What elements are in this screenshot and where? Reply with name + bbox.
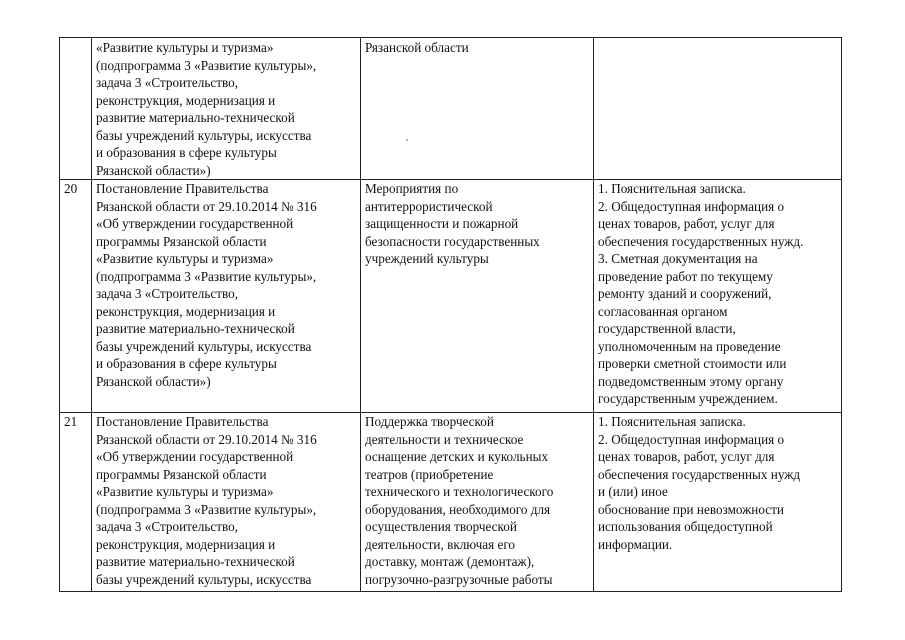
text-line: Постановление Правительства <box>96 414 269 429</box>
text-line: «Развитие культуры и туризма» <box>96 40 274 55</box>
text-line: государственной власти, <box>598 321 736 336</box>
text-line: программы Рязанской области <box>96 466 267 482</box>
text-line: базы учреждений культуры, искусства <box>96 127 312 143</box>
legal-document-cell <box>92 38 361 180</box>
required-documents-cell <box>594 180 842 413</box>
text-line: ценах товаров, работ, услуг для <box>598 216 775 231</box>
required-documents-cell <box>594 413 842 592</box>
row-number-cell <box>60 180 92 413</box>
text-line: антитеррористической <box>365 198 493 214</box>
text-line: развитие материально-технической <box>96 321 295 336</box>
text-line: учреждений культуры <box>365 251 489 266</box>
text-line: использования общедоступной <box>598 519 773 534</box>
text-line: 1. Пояснительная записка. <box>598 181 746 196</box>
legal-document-cell <box>92 180 361 413</box>
table-row <box>60 180 842 413</box>
text-line: Поддержка творческой <box>365 414 494 429</box>
text-line: обеспечения государственных нужд <box>598 466 801 482</box>
text-line: (подпрограмма 3 «Развитие культуры», <box>96 268 317 284</box>
text-line: осуществления творческой <box>365 519 517 534</box>
text-line: согласованная органом <box>598 303 728 319</box>
purpose-cell <box>361 38 594 180</box>
text-line: Рязанской области от 29.10.2014 № 316 <box>96 198 317 214</box>
text-line: безопасности государственных <box>365 233 540 249</box>
row-number-cell <box>60 38 92 180</box>
scan-speck <box>406 139 408 141</box>
text-line: деятельности, включая его <box>365 536 516 552</box>
text-line: и образования в сфере культуры <box>96 356 277 371</box>
text-line: подведомственным этому органу <box>598 373 784 389</box>
text-line: (подпрограмма 3 «Развитие культуры», <box>96 501 317 517</box>
table-row <box>60 38 842 180</box>
text-line: реконструкция, модернизация и <box>96 92 276 108</box>
text-line: Рязанской области от 29.10.2014 № 316 <box>96 431 317 447</box>
text-line: оснащение детских и кукольных <box>365 449 549 464</box>
text-line: технического и технологического <box>365 484 554 499</box>
text-line: программы Рязанской области <box>96 233 267 249</box>
text-line: развитие материально-технической <box>96 110 295 125</box>
text-line: задача 3 «Строительство, <box>96 75 239 90</box>
text-line: (подпрограмма 3 «Развитие культуры», <box>96 57 317 73</box>
text-line: 1. Пояснительная записка. <box>598 414 746 429</box>
row-number: 21 <box>64 414 78 429</box>
text-line: базы учреждений культуры, искусства <box>96 338 312 354</box>
purpose-cell <box>361 413 594 592</box>
legal-document-cell <box>92 413 361 592</box>
text-line: Рязанской области») <box>96 162 211 178</box>
text-line: «Развитие культуры и туризма» <box>96 251 274 266</box>
required-documents-cell <box>594 38 842 180</box>
text-line: государственным учреждением. <box>598 391 778 406</box>
table-row <box>60 413 842 592</box>
text-line: 3. Сметная документация на <box>598 251 758 266</box>
text-line: 2. Общедоступная информация о <box>598 198 785 214</box>
text-line: и (или) иное <box>598 484 668 499</box>
text-line: «Развитие культуры и туризма» <box>96 484 274 499</box>
purpose-cell <box>361 180 594 413</box>
text-line: ремонту зданий и сооружений, <box>598 286 772 301</box>
text-line: Постановление Правительства <box>96 181 269 196</box>
text-line: информации. <box>598 536 673 552</box>
text-line: «Об утверждении государственной <box>96 216 294 231</box>
text-line: обеспечения государственных нужд. <box>598 233 804 249</box>
text-line: доставку, монтаж (демонтаж), <box>365 554 535 569</box>
text-line: реконструкция, модернизация и <box>96 536 276 552</box>
text-line: деятельности и техническое <box>365 431 524 447</box>
row-number-cell <box>60 413 92 592</box>
text-line: погрузочно-разгрузочные работы <box>365 571 553 587</box>
text-line: Мероприятия по <box>365 181 459 196</box>
text-line: задача 3 «Строительство, <box>96 286 239 301</box>
text-line: «Об утверждении государственной <box>96 449 294 464</box>
text-line: базы учреждений культуры, искусства <box>96 571 312 587</box>
text-line: ценах товаров, работ, услуг для <box>598 449 775 464</box>
text-line: и образования в сфере культуры <box>96 145 277 160</box>
text-line: обоснование при невозможности <box>598 501 784 517</box>
text-line: проверки сметной стоимости или <box>598 356 787 371</box>
text-line: защищенности и пожарной <box>365 216 519 231</box>
text-line: проведение работ по текущему <box>598 268 773 284</box>
text-line: театров (приобретение <box>365 466 494 482</box>
text-line: задача 3 «Строительство, <box>96 519 239 534</box>
row-number: 20 <box>64 181 78 196</box>
text-line: Рязанской области») <box>96 373 211 389</box>
text-line: реконструкция, модернизация и <box>96 303 276 319</box>
requirements-table <box>59 37 842 592</box>
text-line: развитие материально-технической <box>96 554 295 569</box>
text-line: уполномоченным на проведение <box>598 338 781 354</box>
text-line: 2. Общедоступная информация о <box>598 431 785 447</box>
text-line: оборудования, необходимого для <box>365 501 551 517</box>
text-line: Рязанской области <box>365 40 469 55</box>
